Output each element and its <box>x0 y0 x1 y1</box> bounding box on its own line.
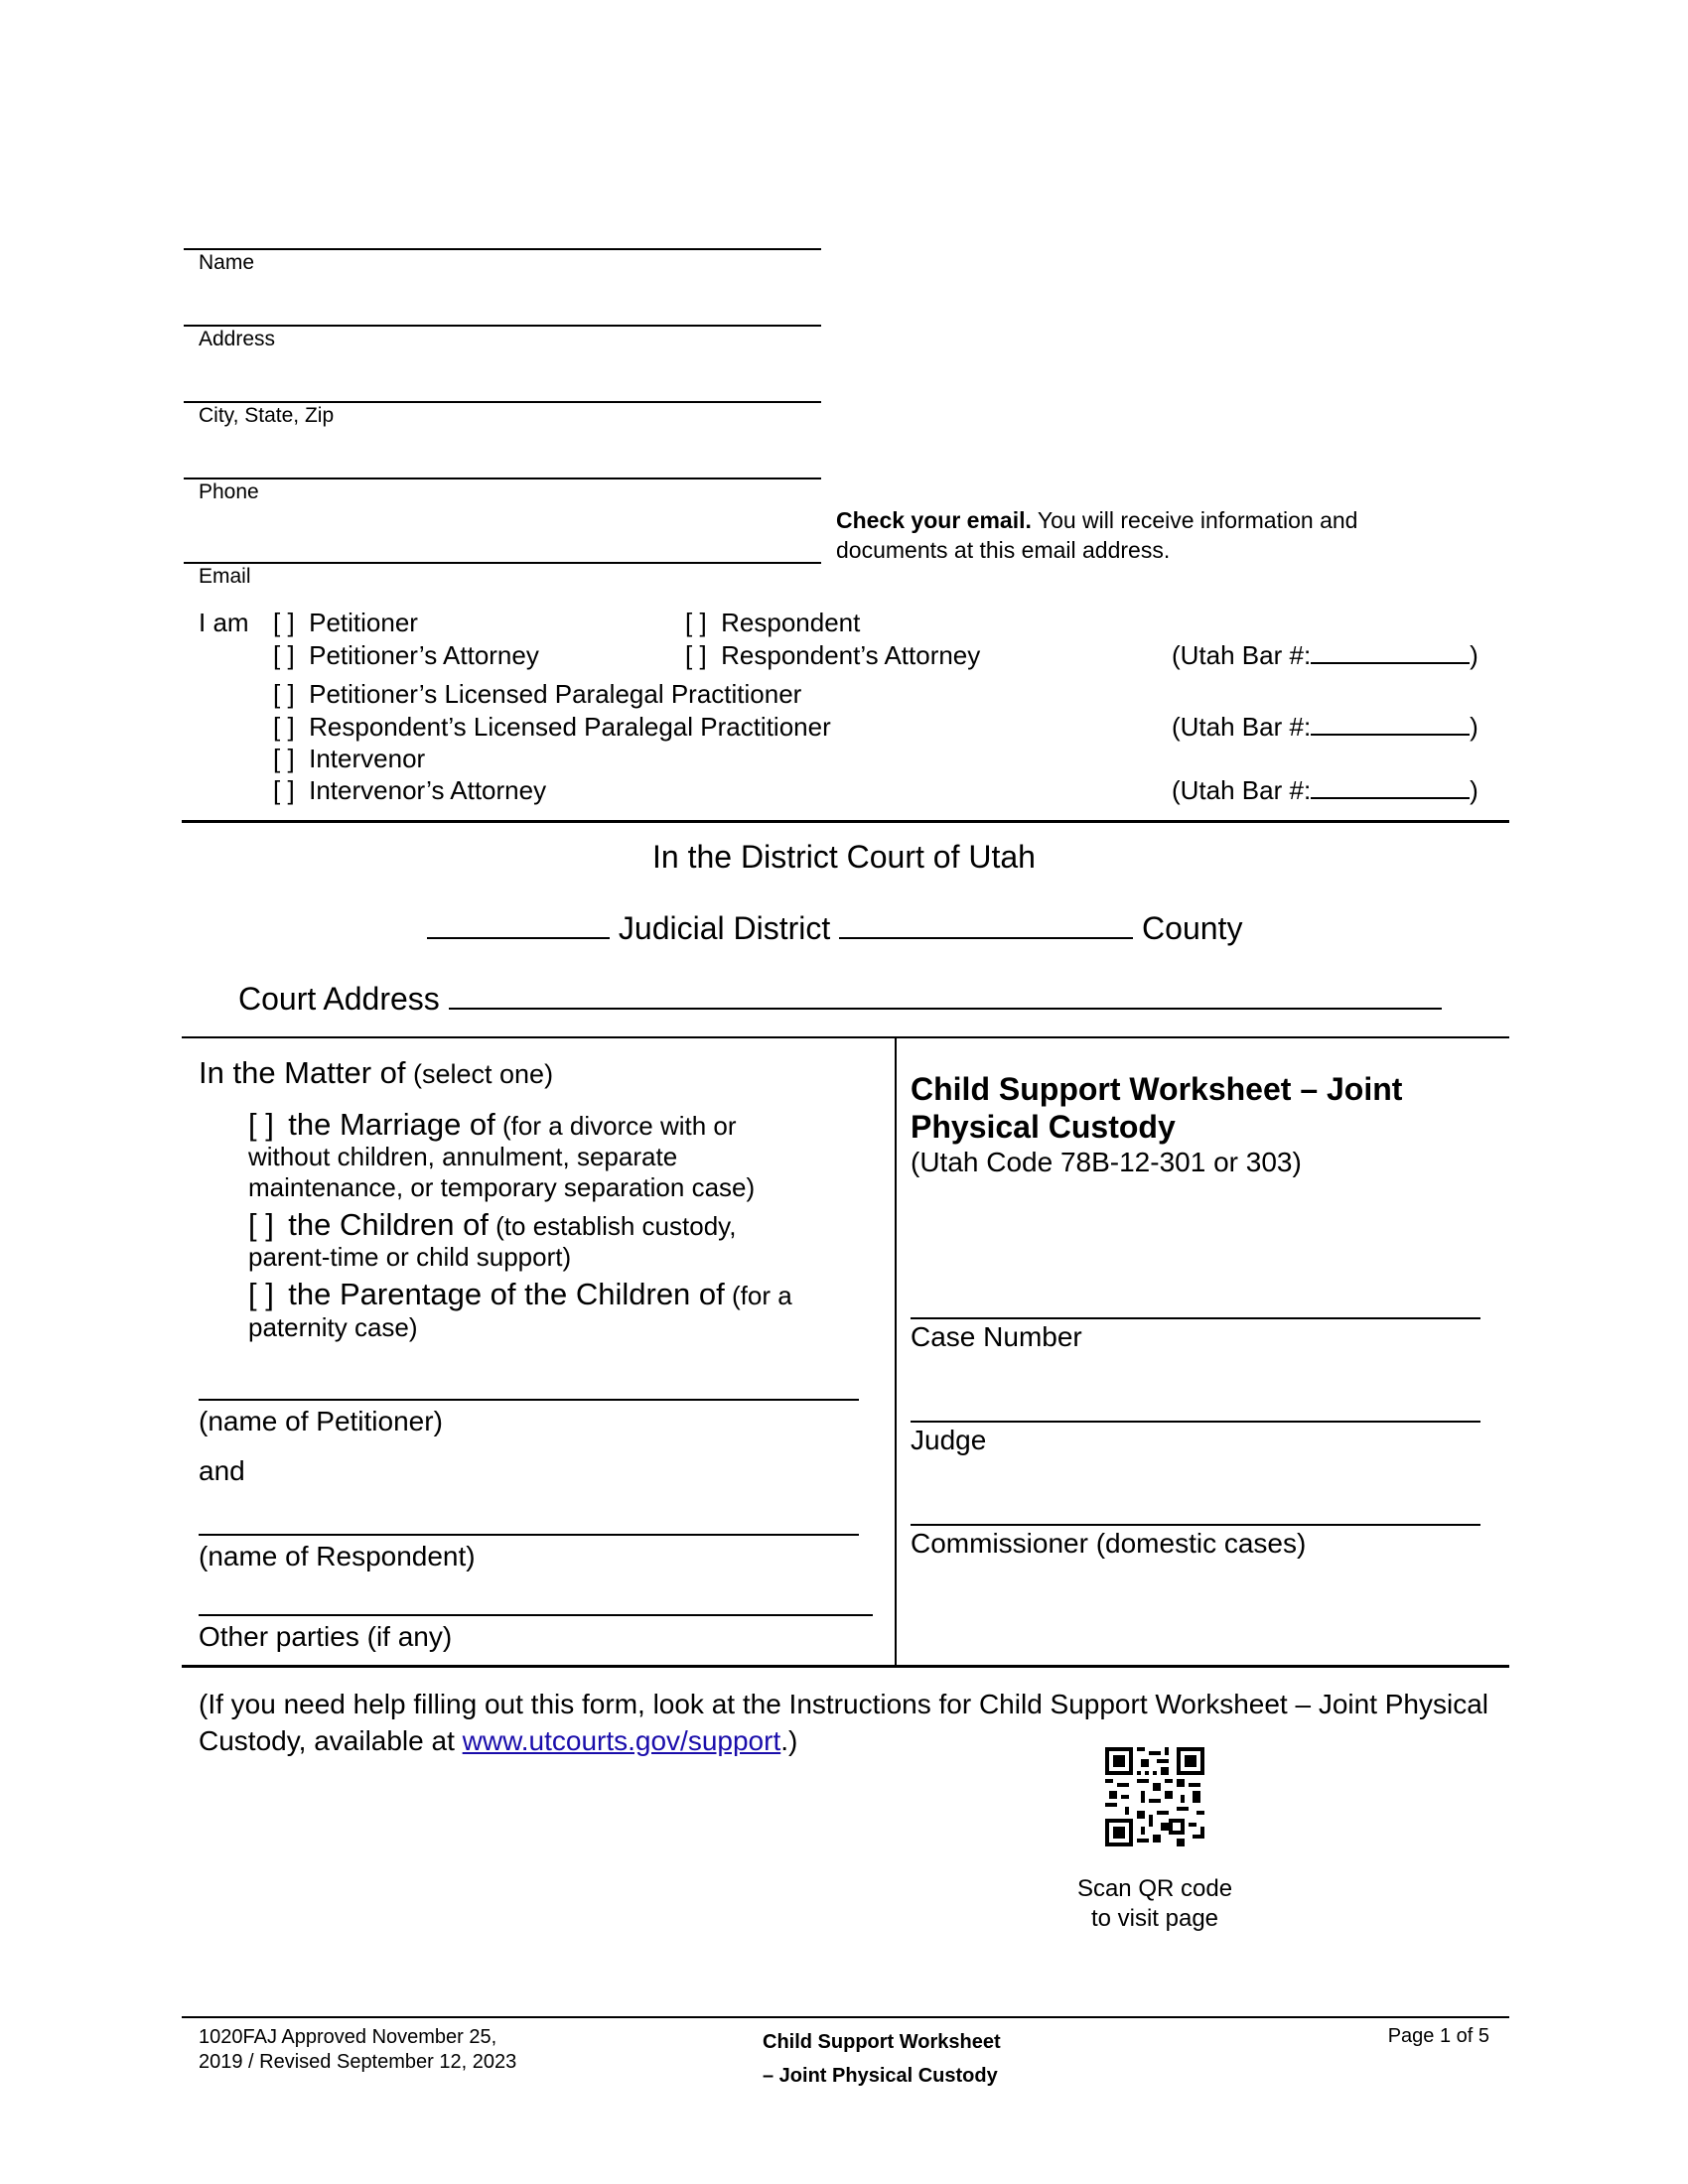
i-am-label: I am <box>199 608 249 637</box>
email-notice-line2: documents at this email address. <box>836 537 1171 563</box>
commissioner-line[interactable] <box>911 1524 1480 1526</box>
and-label: and <box>199 1455 245 1486</box>
divider <box>182 1665 1509 1668</box>
children-label: the Children of <box>288 1207 489 1242</box>
qr-caption-line1: Scan QR code <box>1076 1875 1233 1902</box>
matter-parentage[interactable] <box>248 1279 884 1343</box>
name-line[interactable] <box>184 248 821 250</box>
judicial-district-label: Judicial District <box>618 910 831 946</box>
email-notice-bold: Check your email. <box>836 507 1032 533</box>
other-parties-line[interactable] <box>199 1614 873 1616</box>
bar-label: (Utah Bar #: <box>1172 712 1312 742</box>
petitioner-name-label: (name of Petitioner) <box>199 1406 443 1436</box>
qr-caption-line2: to visit page <box>1090 1905 1219 1932</box>
bar-number-3 <box>1172 775 1478 806</box>
address-line[interactable] <box>184 325 821 327</box>
footer-divider <box>182 2016 1509 2018</box>
parentage-desc-2: paternity case) <box>248 1312 418 1342</box>
role-pet-paralegal[interactable] <box>273 679 801 710</box>
form-title <box>911 1070 1402 1146</box>
role-petitioner-label: Petitioner <box>309 608 418 637</box>
footer-title-1: Child Support Worksheet <box>763 2031 1001 2053</box>
court-title: In the District Court of Utah <box>652 839 1036 875</box>
divider <box>182 820 1509 823</box>
case-number-label: Case Number <box>911 1321 1082 1352</box>
email-notice-text: You will receive information and <box>1031 507 1358 533</box>
bar-label: (Utah Bar #: <box>1172 640 1312 670</box>
bar-close: ) <box>1470 712 1478 742</box>
qr-code-image <box>1105 1747 1204 1846</box>
county-field[interactable] <box>839 937 1133 939</box>
respondent-name-line[interactable] <box>199 1534 859 1536</box>
checkbox[interactable]: [ ] <box>248 1207 274 1242</box>
court-address-label: Court Address <box>238 981 440 1017</box>
role-petitioner[interactable] <box>273 608 418 638</box>
qr-caption <box>1055 1874 1254 1934</box>
checkbox[interactable]: [ ] <box>273 775 295 805</box>
case-number-line[interactable] <box>911 1317 1480 1319</box>
address-label: Address <box>199 328 276 350</box>
bar-close: ) <box>1470 640 1478 670</box>
form-title-line2: Physical Custody <box>911 1109 1176 1145</box>
marriage-desc-1: (for a divorce with or <box>494 1111 737 1141</box>
checkbox[interactable]: [ ] <box>685 640 707 670</box>
other-parties-label: Other parties (if any) <box>199 1621 453 1652</box>
email-line[interactable] <box>184 562 821 564</box>
bar-close: ) <box>1470 775 1478 805</box>
role-petitioner-attorney[interactable] <box>273 640 539 671</box>
children-desc-1: (to establish custody, <box>488 1211 737 1241</box>
role-respondent[interactable] <box>685 608 860 638</box>
matter-marriage[interactable] <box>248 1109 864 1203</box>
divider <box>182 1036 1509 1038</box>
county-label: County <box>1142 910 1243 946</box>
role-respondent-attorney-label: Respondent’s Attorney <box>721 640 981 670</box>
court-address-row <box>238 981 1442 1018</box>
role-resp-paralegal[interactable] <box>273 712 831 743</box>
phone-label: Phone <box>199 480 259 503</box>
checkbox[interactable]: [ ] <box>273 640 295 670</box>
role-intervenor-attorney[interactable] <box>273 775 546 806</box>
help-text <box>199 1686 1488 1759</box>
court-address-field[interactable] <box>449 1008 1442 1010</box>
email-notice <box>836 505 1357 565</box>
footer-title-2: – Joint Physical Custody <box>763 2065 998 2087</box>
checkbox[interactable]: [ ] <box>273 712 295 742</box>
role-intervenor-attorney-label: Intervenor’s Attorney <box>309 775 547 805</box>
respondent-name-label: (name of Respondent) <box>199 1541 476 1571</box>
help-text-line1: (If you need help filling out this form, look at the Instructions for Child Support Worksheet – Joint Physical <box>199 1689 1489 1719</box>
matter-heading <box>199 1055 553 1091</box>
matter-children[interactable] <box>248 1209 864 1273</box>
form-title-line1: Child Support Worksheet – Joint <box>911 1071 1403 1107</box>
district-field[interactable] <box>427 937 610 939</box>
role-resp-paralegal-label: Respondent’s Licensed Paralegal Practitioner <box>309 712 831 742</box>
role-petitioner-attorney-label: Petitioner’s Attorney <box>309 640 539 670</box>
bar-number-field[interactable] <box>1311 662 1470 664</box>
checkbox[interactable]: [ ] <box>273 608 295 637</box>
footer-form-id-2: 2019 / Revised September 12, 2023 <box>199 2051 517 2073</box>
qr-code-graphic <box>1105 1747 1204 1846</box>
email-label: Email <box>199 565 251 588</box>
bar-label: (Utah Bar #: <box>1172 775 1312 805</box>
role-intervenor-label: Intervenor <box>309 744 426 773</box>
petitioner-name-line[interactable] <box>199 1399 859 1401</box>
parentage-desc-1: (for a <box>724 1281 792 1310</box>
phone-line[interactable] <box>184 478 821 479</box>
role-intervenor[interactable] <box>273 744 425 774</box>
marriage-label: the Marriage of <box>288 1107 495 1142</box>
checkbox[interactable]: [ ] <box>685 608 707 637</box>
bar-number-field[interactable] <box>1311 734 1470 736</box>
footer-form-id <box>199 2025 516 2075</box>
bar-number-2 <box>1172 712 1478 743</box>
help-text-line2: Custody, available at <box>199 1725 463 1756</box>
judge-line[interactable] <box>911 1421 1480 1423</box>
name-label: Name <box>199 251 255 274</box>
bar-number-1 <box>1172 640 1478 671</box>
parentage-label: the Parentage of the Children of <box>288 1277 725 1311</box>
divider <box>895 1036 897 1666</box>
matter-heading-text: In the Matter of <box>199 1055 406 1090</box>
city-state-zip-label: City, State, Zip <box>199 404 335 427</box>
checkbox[interactable]: [ ] <box>273 744 295 773</box>
role-respondent-attorney[interactable] <box>685 640 980 671</box>
support-link[interactable]: www.utcourts.gov/support <box>462 1725 781 1756</box>
city-state-zip-line[interactable] <box>184 401 821 403</box>
help-text-end: .) <box>780 1725 798 1756</box>
role-pet-paralegal-label: Petitioner’s Licensed Paralegal Practitioner <box>309 679 802 709</box>
matter-select-text: (select one) <box>405 1059 554 1089</box>
judicial-district-row <box>427 910 1242 947</box>
form-code: (Utah Code 78B-12-301 or 303) <box>911 1147 1302 1177</box>
children-desc-2: parent-time or child support) <box>248 1242 572 1272</box>
marriage-desc-3: maintenance, or temporary separation case) <box>248 1172 756 1202</box>
page-number: Page 1 of 5 <box>1387 2025 1489 2047</box>
footer-title <box>763 2025 1001 2093</box>
marriage-desc-2: without children, annulment, separate <box>248 1142 678 1171</box>
checkbox[interactable]: [ ] <box>248 1277 274 1311</box>
judge-label: Judge <box>911 1425 987 1455</box>
checkbox[interactable]: [ ] <box>273 679 295 709</box>
checkbox[interactable]: [ ] <box>248 1107 274 1142</box>
footer-form-id-1: 1020FAJ Approved November 25, <box>199 2026 497 2048</box>
bar-number-field[interactable] <box>1311 797 1470 799</box>
commissioner-label: Commissioner (domestic cases) <box>911 1528 1307 1559</box>
role-respondent-label: Respondent <box>721 608 861 637</box>
